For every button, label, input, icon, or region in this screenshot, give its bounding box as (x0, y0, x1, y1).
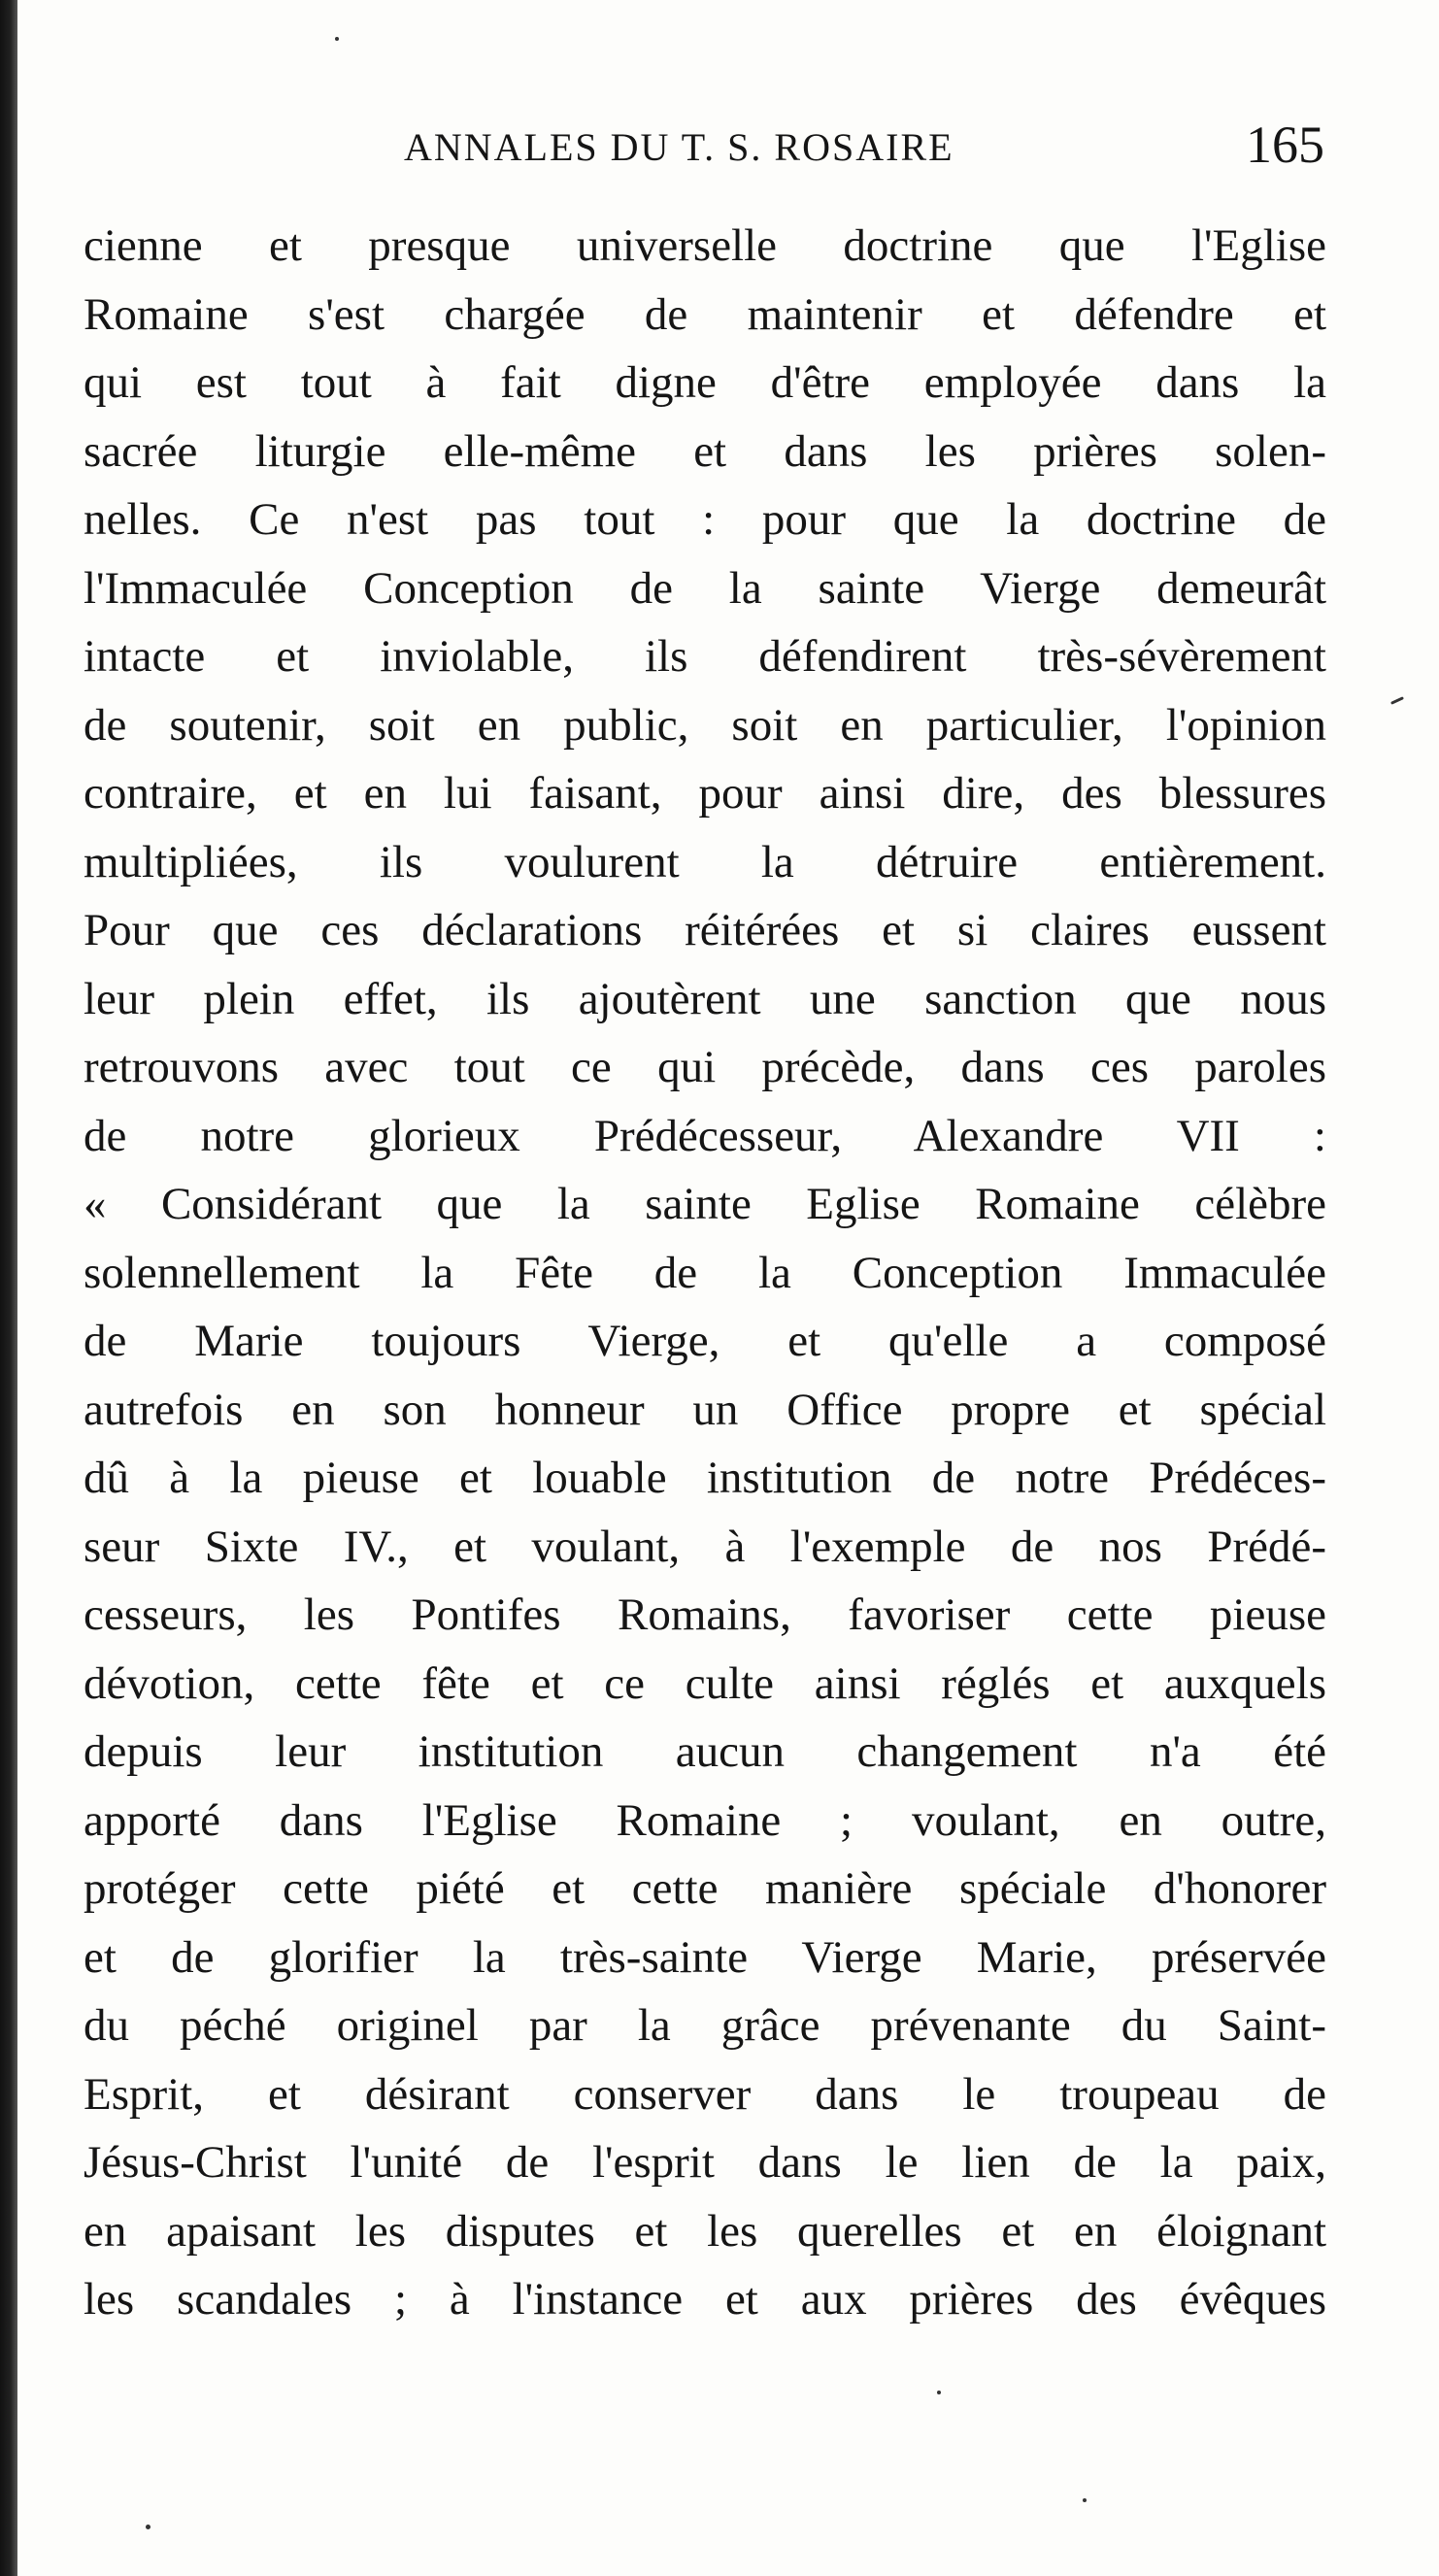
text-line: seur Sixte IV., et voulant, à l'exemple de nos Prédé- (84, 1521, 1326, 1572)
scan-speck (937, 2391, 941, 2394)
text-line: en apaisant les disputes et les querelles et en éloignant (84, 2205, 1326, 2257)
text-line: multipliées, ils voulurent la détruire entièrement. (84, 836, 1326, 887)
scan-speck (1390, 696, 1404, 705)
scan-speck (335, 37, 339, 41)
text-line: dû à la pieuse et louable institution de notre Prédéces- (84, 1453, 1326, 1503)
running-title: ANNALES DU T. S. ROSAIRE (404, 125, 954, 169)
text-line: qui est tout à fait digne d'être employée dans la (84, 357, 1326, 408)
running-header (85, 115, 1324, 177)
body-text (84, 212, 1326, 2334)
text-line: de soutenir, soit en public, soit en particulier, l'opinion (84, 699, 1326, 751)
text-line: nelles. Ce n'est pas tout : pour que la doctrine de (84, 494, 1326, 545)
scan-speck (1083, 2498, 1087, 2502)
text-line: contraire, et en lui faisant, pour ainsi dire, des blessures (84, 768, 1326, 819)
text-line: Esprit, et désirant conserver dans le troupeau de (84, 2068, 1326, 2120)
text-line: les scandales ; à l'instance et aux prières des évêques (84, 2274, 1326, 2325)
text-line: cienne et presque universelle doctrine que l'Eglise (84, 220, 1326, 271)
text-line: Romaine s'est chargée de maintenir et défendre et (84, 288, 1326, 340)
text-line: sacrée liturgie elle-même et dans les prières solen- (84, 425, 1326, 477)
text-line: dévotion, cette fête et ce culte ainsi réglés et auxquels (84, 1657, 1326, 1709)
text-line: du péché originel par la grâce prévenante du Saint- (84, 2000, 1326, 2051)
text-line: apporté dans l'Eglise Romaine ; voulant, en outre, (84, 1794, 1326, 1846)
binding-edge (0, 0, 17, 2576)
text-line: retrouvons avec tout ce qui précède, dans ces paroles (84, 1042, 1326, 1092)
text-line: intacte et inviolable, ils défendirent très-sévèrement (84, 631, 1326, 682)
text-line: protéger cette piété et cette manière spéciale d'honorer (84, 1863, 1326, 1914)
text-line: Pour que ces déclarations réitérées et si claires eussent (84, 905, 1326, 955)
page-number: 165 (1246, 116, 1324, 174)
text-line: autrefois en son honneur un Office propre et spécial (84, 1384, 1326, 1435)
text-line: de notre glorieux Prédécesseur, Alexandre VII : (84, 1110, 1326, 1161)
text-line: cesseurs, les Pontifes Romains, favoriser cette pieuse (84, 1589, 1326, 1640)
text-line: « Considérant que la sainte Eglise Romaine célèbre (84, 1179, 1326, 1229)
text-line: depuis leur institution aucun changement n'a été (84, 1726, 1326, 1777)
text-line: leur plein effet, ils ajoutèrent une sanction que nous (84, 973, 1326, 1024)
text-line: Jésus-Christ l'unité de l'esprit dans le lien de la paix, (84, 2137, 1326, 2188)
scan-speck (146, 2525, 151, 2529)
text-line: solennellement la Fête de la Conception Immaculée (84, 1247, 1326, 1298)
text-line: l'Immaculée Conception de la sainte Vierge demeurât (84, 562, 1326, 614)
text-line: de Marie toujours Vierge, et qu'elle a composé (84, 1316, 1326, 1366)
text-line: et de glorifier la très-sainte Vierge Marie, préservée (84, 1931, 1326, 1983)
